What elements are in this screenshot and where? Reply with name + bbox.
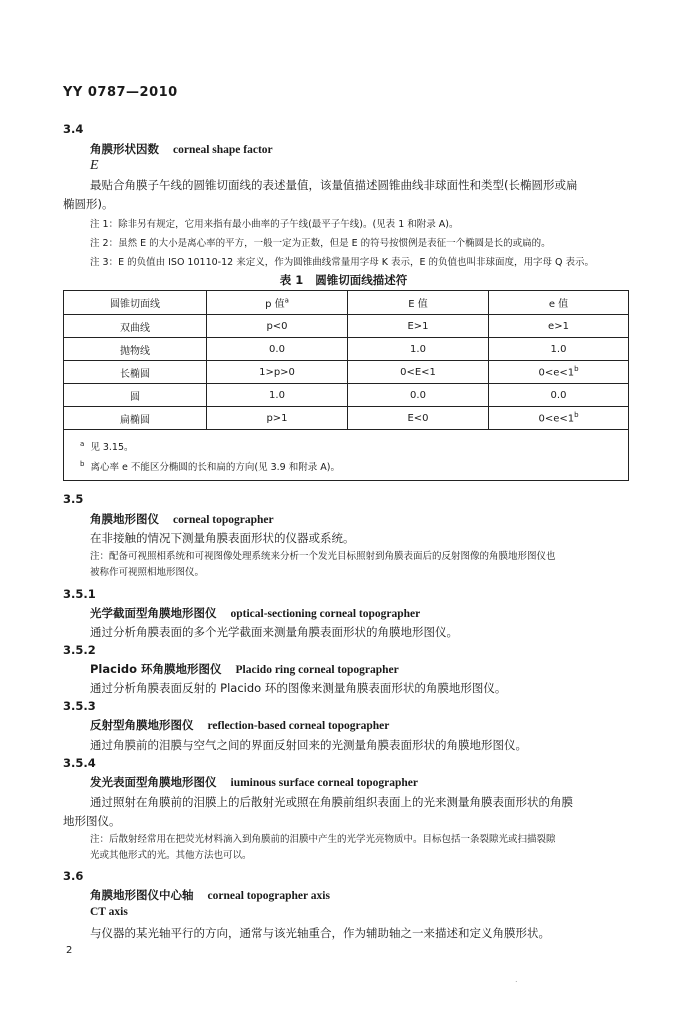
term: [90, 887, 330, 903]
table-cell: 0.0: [348, 384, 489, 407]
clause-number: 3.6: [63, 869, 84, 883]
term-cn: 光学截面型角膜地形图仪: [90, 606, 217, 620]
definition-line: 椭圆形)。: [63, 197, 114, 211]
table-cell: 抛物线: [64, 338, 207, 361]
table-header-cell: p 值$^a$: [207, 291, 348, 315]
definition: 通过角膜前的泪膜与空气之间的界面反射回来的光测量角膜表面形状的角膜地形图仪。: [90, 738, 527, 752]
table-cell: e>1: [489, 315, 629, 338]
table-cell: 1.0: [489, 338, 629, 361]
term: [90, 511, 274, 527]
table-header-row: [64, 291, 629, 315]
note: [90, 832, 630, 864]
table-cell: 0.0: [489, 384, 629, 407]
definition: [63, 176, 628, 214]
table-label: 表 1: [279, 273, 304, 287]
term-abbreviation: CT axis: [90, 906, 128, 918]
table-cell: 0.0: [207, 338, 348, 361]
table-row: [64, 315, 629, 338]
footnote-a: $^a$ 见 3.15。: [80, 440, 134, 454]
table-cell: E>1: [348, 315, 489, 338]
definition: 通过分析角膜表面反射的 Placido 环的图像来测量角膜表面形状的角膜地形图仪。: [90, 681, 507, 695]
term-cn: 反射型角膜地形图仪: [90, 718, 194, 732]
definition: [63, 793, 628, 831]
term: [90, 661, 399, 677]
footnote-b: $^b$ 离心率 e 不能区分椭圆的长和扁的方向(见 3.9 和附录 A)。: [80, 460, 340, 474]
note-line: 注：配备可视照相系统和可视图像处理系统来分析一个发光目标照射到角膜表面后的反射图像的角膜地形图仪也: [90, 551, 556, 562]
document-id: YY 0787—2010: [63, 85, 178, 100]
term-cn: Placido 环角膜地形图仪: [90, 662, 222, 676]
term-en: Placido ring corneal topographer: [235, 664, 399, 676]
term: [90, 141, 273, 157]
term-cn: 角膜形状因数: [90, 142, 159, 156]
note-line: 被称作可视照相地形图仪。: [90, 567, 205, 578]
table-header-cell: 圆锥切面线: [64, 291, 207, 315]
note-line: 注：后散射经常用在把荧光材料滴入到角膜前的泪膜中产生的光学光亮物质中。目标包括一条裂隙光或扫描裂隙: [90, 834, 556, 845]
table-cell: 0<E<1: [348, 361, 489, 384]
page-number: 2: [66, 945, 73, 956]
term-cn: 发光表面型角膜地形图仪: [90, 775, 217, 789]
table-footnotes: [64, 430, 629, 481]
table-cell: 1.0: [207, 384, 348, 407]
table-cell: p<0: [207, 315, 348, 338]
clause-number: 3.5: [63, 492, 84, 506]
term-cn: 角膜地形图仪中心轴: [90, 888, 194, 902]
clause-number: 3.5.4: [63, 756, 96, 770]
term-en: optical-sectioning corneal topographer: [230, 608, 421, 620]
clause-number: 3.5.3: [63, 699, 96, 713]
definition: 在非接触的情况下测量角膜表面形状的仪器或系统。: [90, 531, 355, 545]
term-en: corneal topographer axis: [207, 890, 330, 902]
term-en: corneal topographer: [173, 514, 274, 526]
table-cell: 圆: [64, 384, 207, 407]
table-row: [64, 407, 629, 430]
term: [90, 717, 389, 733]
table-cell: $0<e<1^b$: [489, 361, 629, 384]
term-en: corneal shape factor: [173, 144, 273, 156]
table-row: [64, 384, 629, 407]
definition: 与仪器的某光轴平行的方向，通常与该光轴重合，作为辅助轴之一来描述和定义角膜形状。: [90, 926, 550, 940]
scan-mark: .: [515, 975, 518, 984]
clause-number: 3.5.1: [63, 587, 96, 601]
table-cell: 1.0: [348, 338, 489, 361]
note: [90, 549, 630, 581]
table-header-cell: e 值: [489, 291, 629, 315]
note-line: 光或其他形式的光。其他方法也可以。: [90, 850, 252, 861]
term: [90, 774, 418, 790]
table-cell: E<0: [348, 407, 489, 430]
note: 注 1：除非另有规定，它用来指有最小曲率的子午线(最平子午线)。(见表 1 和附录 A)。: [90, 219, 459, 230]
definition-line: 地形图仪。: [63, 814, 121, 828]
table-caption: 圆锥切面线描述符: [315, 273, 408, 287]
table-cell: 双曲线: [64, 315, 207, 338]
table-row: [64, 361, 629, 384]
note: 注 3：E 的负值由 ISO 10110-12 来定义，作为圆锥曲线常量用字母 K 表示，E 的负值也叫非球面度，用字母 Q 表示。: [90, 257, 595, 268]
table-cell: 长椭圆: [64, 361, 207, 384]
definition-line: 通过照射在角膜前的泪膜上的后散射光或照在角膜前组织表面上的光来测量角膜表面形状的角膜: [90, 795, 573, 809]
term: [90, 605, 420, 621]
table-row: [64, 338, 629, 361]
table-title: [0, 272, 687, 288]
term-en: reflection-based corneal topographer: [207, 720, 390, 732]
conic-descriptor-table: [63, 290, 629, 481]
table-footnote-cell: [64, 430, 629, 481]
table-cell: 1>p>0: [207, 361, 348, 384]
term-en: iuminous surface corneal topographer: [230, 777, 419, 789]
definition-line: 最贴合角膜子午线的圆锥切面线的表述量值，该量值描述圆锥曲线非球面性和类型(长椭圆形或扁: [90, 178, 578, 192]
term-cn: 角膜地形图仪: [90, 512, 159, 526]
table-cell: p>1: [207, 407, 348, 430]
note: 注 2：虽然 E 的大小是离心率的平方，一般一定为正数，但是 E 的符号按惯例是表征一个椭圆是长的或扁的。: [90, 238, 551, 249]
table-header-cell: E 值: [348, 291, 489, 315]
table-cell: 扁椭圆: [64, 407, 207, 430]
clause-number: 3.4: [63, 122, 84, 136]
definition: 通过分析角膜表面的多个光学截面来测量角膜表面形状的角膜地形图仪。: [90, 625, 458, 639]
table-cell: $0<e<1^b$: [489, 407, 629, 430]
symbol: E: [90, 158, 99, 173]
clause-number: 3.5.2: [63, 643, 96, 657]
